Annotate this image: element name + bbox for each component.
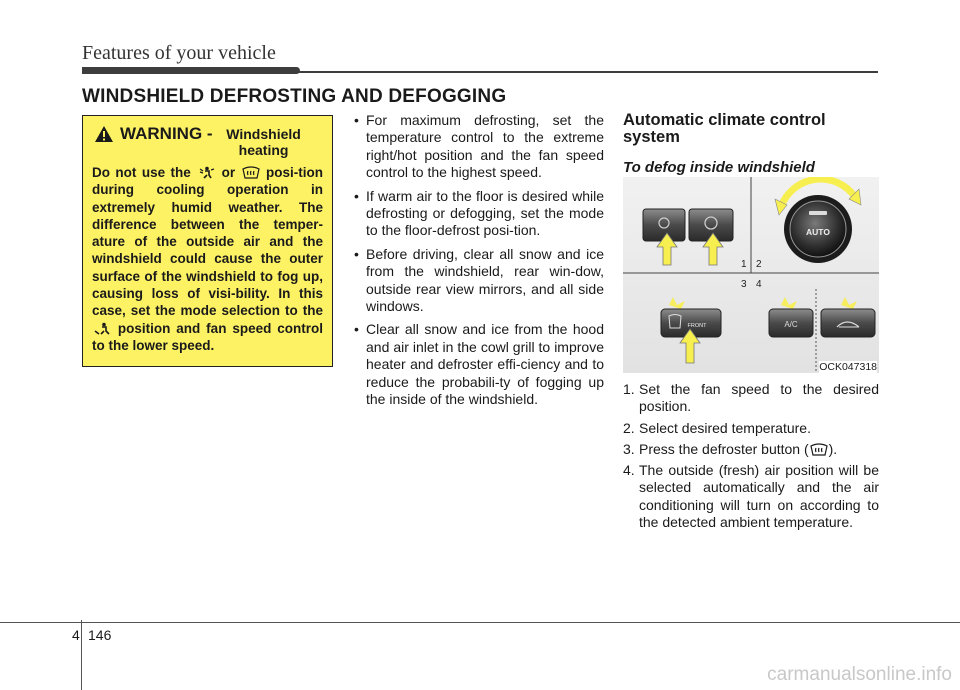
fan-speed-down-button [643, 209, 685, 241]
defrost-icon [809, 443, 829, 457]
chapter-number: 4 [72, 627, 80, 643]
figure-caption: OCK047318 [819, 361, 877, 373]
climate-control-figure [623, 177, 879, 373]
section-title: WINDSHIELD DEFROSTING AND DEFOGGING [82, 86, 507, 107]
header-bar [82, 67, 300, 74]
header-rule [298, 71, 878, 73]
warning-text-2: or [221, 165, 236, 180]
callout-1: 1 [741, 259, 747, 270]
subsection-heading: Automatic climate control system [623, 111, 826, 146]
list-item: • Before driving, clear all snow and ice from the windshield, rear win-dow, outside rear view mirrors, and all side windows. [353, 246, 604, 316]
warning-text-3: posi-tion during cooling operation in extremely humid weather. The difference between the temper-ature of the outside air and the windshield could cause the outer surface of the windshield to fog up, causing loss of visi-bility. In this case, set the mode selection to the [92, 165, 323, 319]
warning-subtitle: Windshield heating [226, 126, 301, 158]
list-item: 4. The outside (fresh) air position will be selected automatically and the air conditioning will turn on according to the detected ambient temperature. [623, 462, 879, 531]
warning-triangle-icon [94, 125, 114, 143]
climate-panel-illustration [623, 177, 879, 373]
defrost-icon [241, 166, 261, 180]
list-item: • If warm air to the floor is desired while defrosting or defogging, set the mode to the floor-defrost posi-tion. [353, 188, 604, 240]
footer-rule [0, 622, 960, 623]
callout-4: 4 [756, 279, 762, 290]
floor-defrost-mode-icon [196, 166, 216, 180]
subsection-subheading: To defog inside windshield [623, 159, 815, 176]
page-header-title: Features of your vehicle [82, 42, 276, 64]
callout-2: 2 [756, 259, 762, 270]
list-item: • Clear all snow and ice from the hood and air inlet in the cowl grill to improve heater and defroster effi-ciency and to reduce the probabili-ty of fogging up the inside of the windshield. [353, 321, 604, 408]
footer-divider [81, 620, 82, 690]
warning-text-1: Do not use the [92, 165, 191, 180]
warning-header [94, 124, 323, 158]
list-item: 3. Press the defroster button ( ). [623, 440, 838, 457]
list-item: 1. Set the fan speed to the desired position. [623, 381, 879, 415]
list-item: 2. Select desired temperature. [623, 419, 811, 436]
list-item: • For maximum defrosting, set the temperature control to the extreme right/hot position and the fan speed control to the highest speed. [353, 112, 604, 182]
knob-label: AUTO [806, 227, 830, 237]
bullet-list [353, 112, 604, 409]
watermark: carmanualsonline.info [767, 664, 952, 685]
ac-button-label: A/C [784, 320, 798, 329]
middle-column [353, 112, 604, 415]
warning-label: WARNING - [120, 124, 213, 143]
right-column [623, 112, 879, 176]
callout-3: 3 [741, 279, 747, 290]
warning-text [92, 164, 323, 354]
floor-mode-icon [92, 322, 112, 336]
warning-text-4: position and fan speed control to the lower speed. [92, 320, 323, 353]
front-button-label: FRONT [687, 323, 707, 329]
page-number: 146 [88, 627, 112, 643]
warning-box [82, 115, 333, 367]
steps-list [623, 381, 879, 535]
